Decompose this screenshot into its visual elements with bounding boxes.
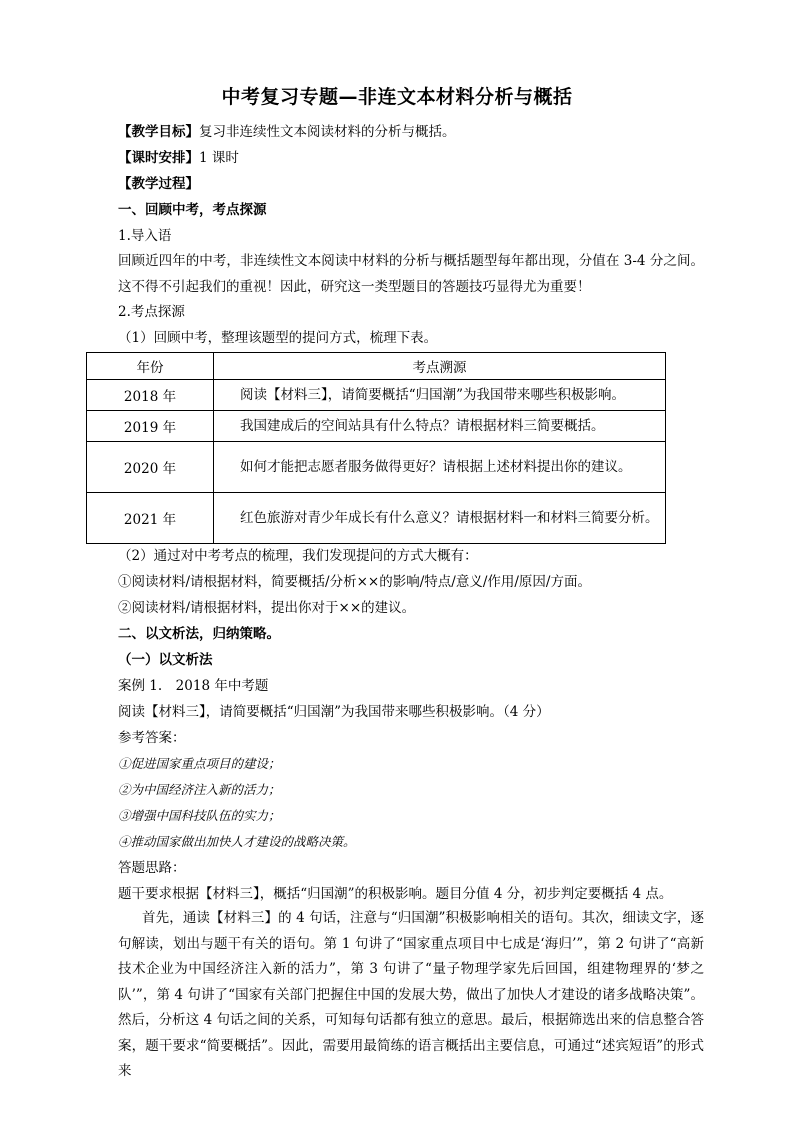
table-cell-year: 2020 年 xyxy=(87,442,214,493)
answer-item-4: ④推动国家做出加快人才建设的战略决策。 xyxy=(118,834,356,849)
pattern-1: ①阅读材料/请根据材料，简要概括/分析××的影响/特点/意义/作用/原因/方面。 xyxy=(118,574,591,590)
section1-heading: 一、回顾中考，考点探源 xyxy=(118,202,267,218)
table-header-source: 考点溯源 xyxy=(214,353,666,380)
intro-label: 1.导入语 xyxy=(118,228,172,244)
step1-text: （1）回顾中考，整理该题型的提问方式，梳理下表。 xyxy=(118,330,438,346)
table-cell-question: 如何才能把志愿者服务做得更好？请根据上述材料提出你的建议。 xyxy=(214,442,666,493)
answer-item-2: ②为中国经济注入新的活力； xyxy=(118,782,281,797)
table-row xyxy=(87,380,666,411)
objective-label: 【教学目标】 xyxy=(118,124,199,140)
answer-item-1: ①促进国家重点项目的建设； xyxy=(118,756,281,771)
table-header-row xyxy=(87,353,666,380)
step2-text: （2）通过对中考考点的梳理，我们发现提问的方式大概有： xyxy=(118,548,478,564)
exam-source-table xyxy=(86,352,666,544)
table-row xyxy=(87,442,666,493)
table-cell-year: 2018 年 xyxy=(87,380,214,411)
table-cell-question: 我国建成后的空间站具有什么特点？请根据材料三简要概括。 xyxy=(214,411,666,442)
thinking-paragraph-2: 首先，通读【材料三】的 4 句话，注意与“归国潮”积极影响相关的语句。其次，细读文字，逐句解读，划出与题干有关的语句。第 1 句讲了“国家重点项目中七成是‘海归’”，第 2 句讲了“高新技术企业为中国经济注入新的活力”，第 3 句讲了“量子物理学家先后回国，组建物理界的‘梦之队’”，第 4 句讲了“国家有关部门把握住中国的发展大势，做出了加快人才建设的诸多战略决策”。然后，分析这 4 句话之间的关系，可知每句话都有独立的意思。最后，根据筛选出来的信息整合答案，题干要求“简要概括”。因此，需要用最简练的语言概括出主要信息，可通过“述宾短语”的形式来 xyxy=(118,910,704,1079)
table-cell-question: 红色旅游对青少年成长有什么意义？请根据材料一和材料三简要分析。 xyxy=(214,493,666,544)
page-title: 中考复习专题—非连文本材料分析与概括 xyxy=(221,86,573,108)
thinking-label: 答题思路： xyxy=(118,860,186,876)
pattern-2: ②阅读材料/请根据材料，提出你对于××的建议。 xyxy=(118,600,416,616)
intro-paragraph xyxy=(118,249,704,300)
schedule-text: 1 课时 xyxy=(199,150,239,166)
table-cell-year: 2019 年 xyxy=(87,411,214,442)
objective-text: 复习非连续性文本阅读材料的分析与概括。 xyxy=(199,124,456,140)
source-label: 2.考点探源 xyxy=(118,304,185,320)
subsection-heading: （一）以文析法 xyxy=(118,652,213,668)
process-label: 【教学过程】 xyxy=(118,176,199,192)
intro-text: 回顾近四年的中考，非连续性文本阅读中材料的分析与概括题型每年都出现，分值在 3-4 分之间。这不得不引起我们的重视！因此，研究这一类型题目的答题技巧显得尤为重要！ xyxy=(118,253,704,295)
table-row xyxy=(87,411,666,442)
table-cell-year: 2021 年 xyxy=(87,493,214,544)
case1-question: 阅读【材料三】，请简要概括“归国潮”为我国带来哪些积极影响。（4 分） xyxy=(118,704,550,720)
table-header-year: 年份 xyxy=(87,353,214,380)
thinking-paragraph-1: 题干要求根据【材料三】，概括“归国潮”的积极影响。题目分值 4 分，初步判定要概括 4 点。 xyxy=(118,886,673,902)
table-cell-question: 阅读【材料三】，请简要概括“归国潮”为我国带来哪些积极影响。 xyxy=(214,380,666,411)
schedule-label: 【课时安排】 xyxy=(118,150,199,166)
answer-item-3: ③增强中国科技队伍的实力； xyxy=(118,808,281,823)
objective-line xyxy=(118,122,456,142)
case1-title: 案例 1. 2018 年中考题 xyxy=(118,678,269,694)
schedule-line xyxy=(118,148,239,168)
section2-heading: 二、以文析法，归纳策略。 xyxy=(118,626,280,642)
table-row xyxy=(87,493,666,544)
answer-label: 参考答案： xyxy=(118,730,186,746)
